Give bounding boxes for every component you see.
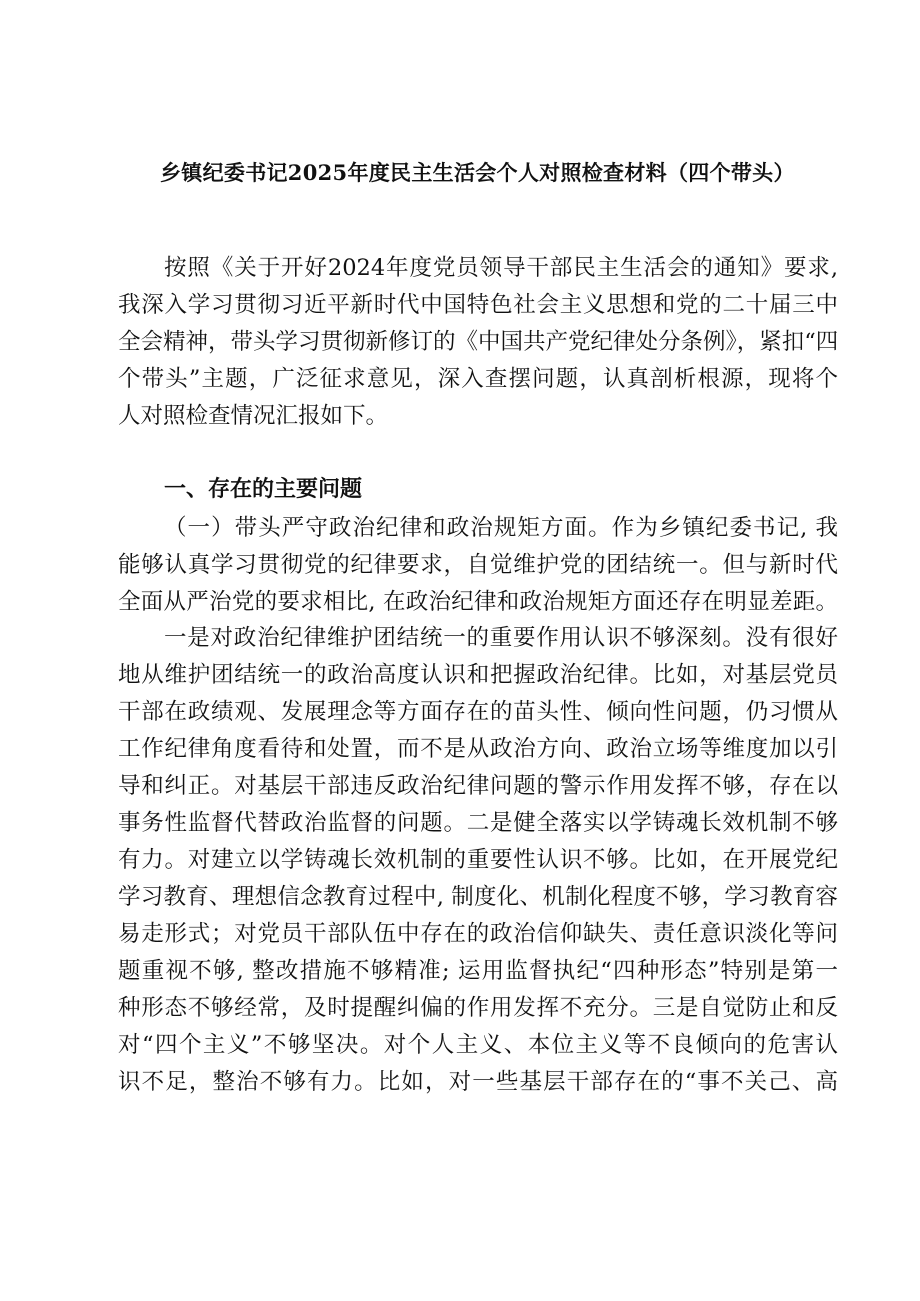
subsection-paragraph [118,510,838,621]
text-line: 能够认真学习贯彻党的纪律要求，自觉维护党的团结统一。但与新时代 [118,552,838,578]
document-title: 乡镇纪委书记2025年度民主生活会个人对照检查材料（四个带头） [160,160,795,185]
text-line: 事务性监督代替政治监督的问题。二是健全落实以学铸魂长效机制不够 [118,810,838,836]
body-paragraph [118,620,838,1101]
text-line: 导和纠正。对基层干部违反政治纪律问题的警示作用发挥不够，存在以 [118,773,838,799]
section-heading-block [118,471,838,508]
text-line: 识不足，整治不够有力。比如，对一些基层干部存在的“事不关己、高 [118,1069,838,1095]
text-line: 对“四个主义”不够坚决。对个人主义、本位主义等不良倾向的危害认 [118,1032,838,1058]
text-line: 干部在政绩观、发展理念等方面存在的苗头性、倾向性问题，仍习惯从 [118,699,838,725]
text-line: 学习教育、理想信念教育过程中, 制度化、机制化程度不够，学习教育容 [118,884,838,910]
text-line: 全面从严治党的要求相比, 在政治纪律和政治规矩方面还存在明显差距。 [118,589,838,615]
text-line: 题重视不够, 整改措施不够精准; 运用监督执纪“四种形态”特别是第一 [118,958,838,984]
text-line: 人对照检查情况汇报如下。 [118,403,389,429]
text-line: 我深入学习贯彻习近平新时代中国特色社会主义思想和党的二十届三中 [118,292,838,318]
section-heading: 一、存在的主要问题 [164,476,363,502]
text-line: 工作纪律角度看待和处置，而不是从政治方向、政治立场等维度加以引 [118,736,838,762]
text-line: 一是对政治纪律维护团结统一的重要作用认识不够深刻。没有很好 [164,625,838,651]
text-line: （一）带头严守政治纪律和政治规矩方面。作为乡镇纪委书记, 我 [164,515,838,541]
text-line: 按照《关于开好2024年度党员领导干部民主生活会的通知》要求, [164,255,838,281]
text-line: 易走形式；对党员干部队伍中存在的政治信仰缺失、责任意识淡化等问 [118,921,838,947]
intro-paragraph [118,250,838,435]
text-line: 个带头”主题，广泛征求意见，深入查摆问题，认真剖析根源，现将个 [118,366,838,392]
text-line: 全会精神，带头学习贯彻新修订的《中国共产党纪律处分条例》，紧扣“四 [118,329,839,355]
text-line: 地从维护团结统一的政治高度认识和把握政治纪律。比如，对基层党员 [118,662,838,688]
text-line: 种形态不够经常，及时提醒纠偏的作用发挥不充分。三是自觉防止和反 [118,995,838,1021]
text-line: 有力。对建立以学铸魂长效机制的重要性认识不够。比如，在开展党纪 [118,847,838,873]
